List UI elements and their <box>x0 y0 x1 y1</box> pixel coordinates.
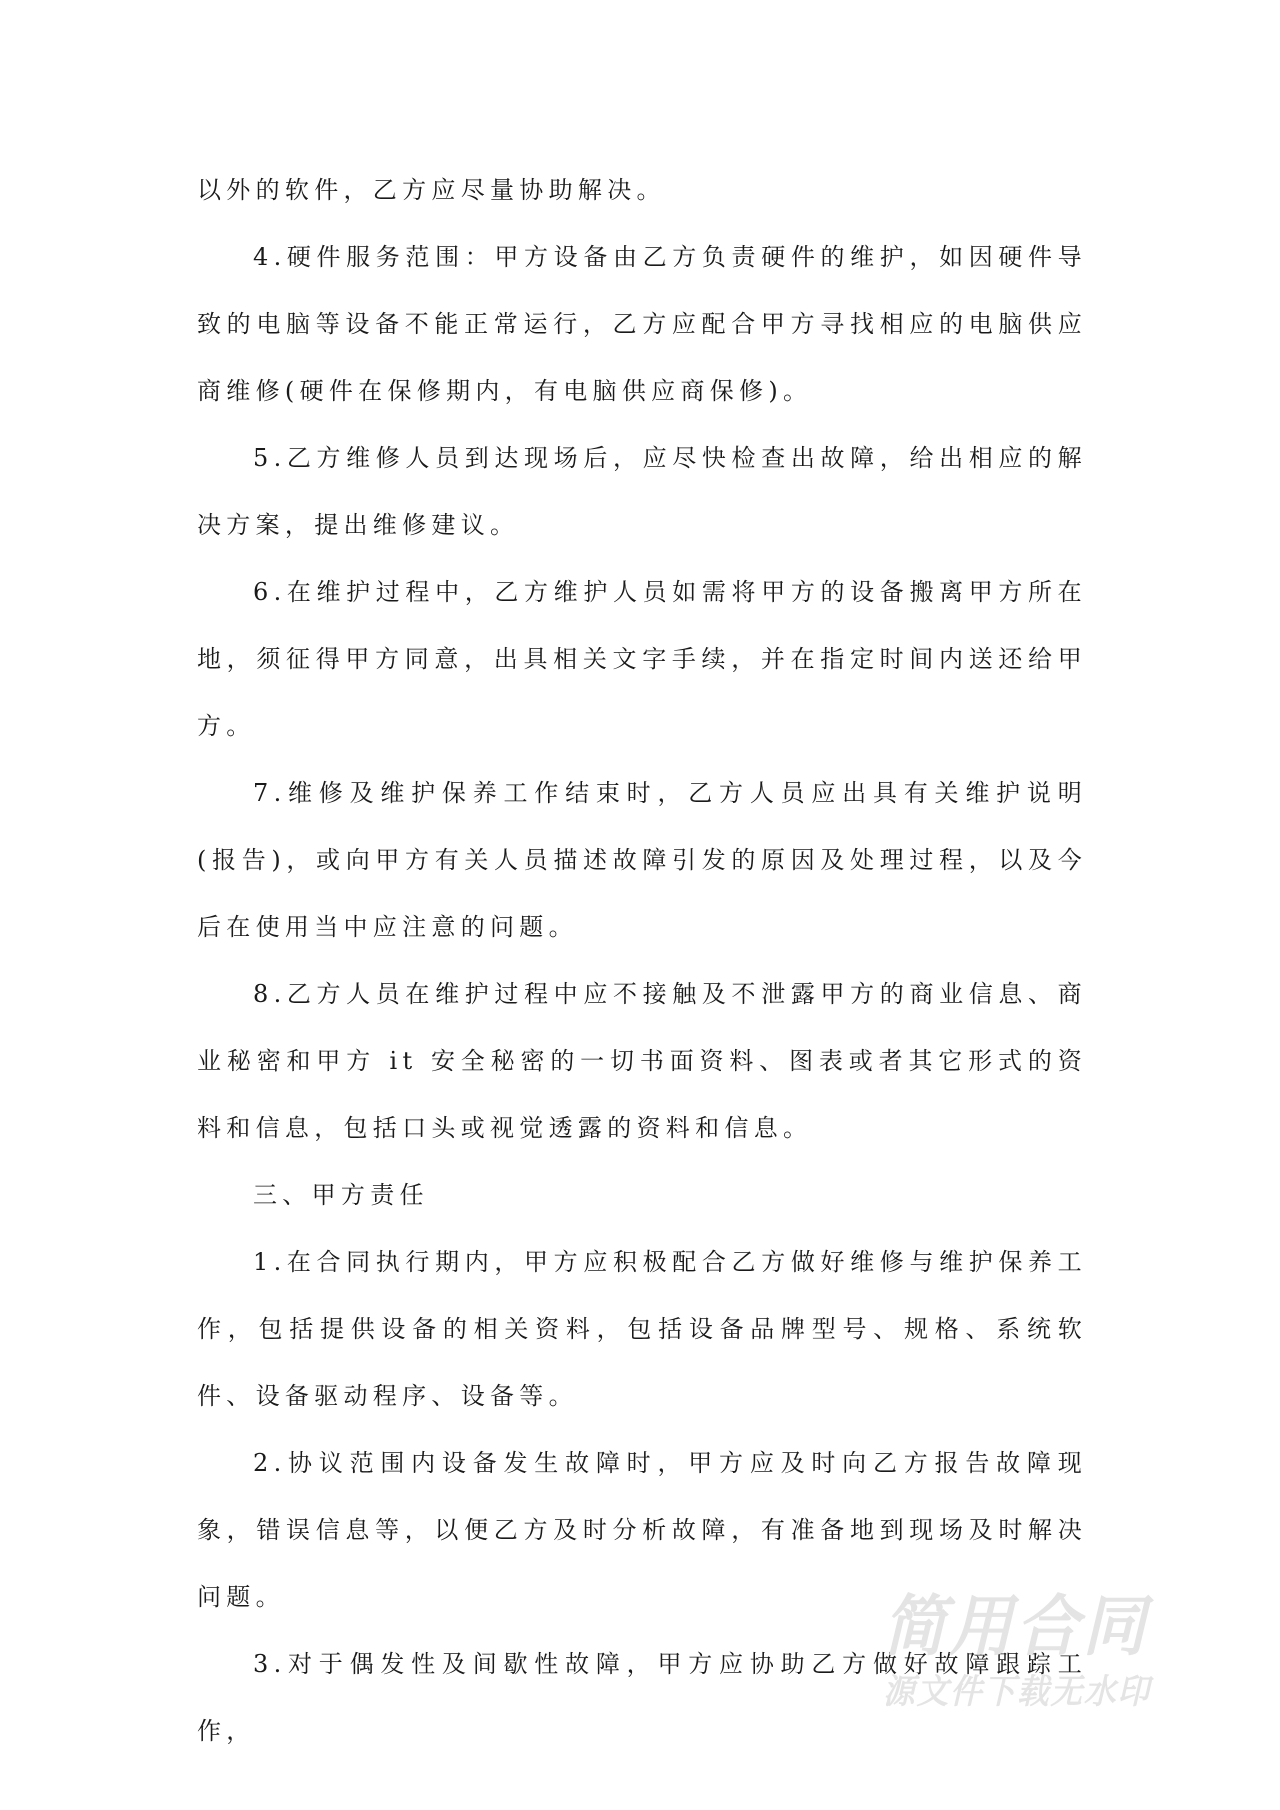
document-page <box>197 157 1087 1765</box>
section-heading-party-a-responsibilities: 三、甲方责任 <box>253 1181 429 1209</box>
paragraph-clause-6-equipment-removal: 6.在维护过程中，乙方维护人员如需将甲方的设备搬离甲方所在地，须征得甲方同意，出具相关文字手续，并在指定时间内送还给甲方。 <box>197 578 1087 740</box>
paragraph-clause-7-maintenance-report: 7.维修及维护保养工作结束时，乙方人员应出具有关维护说明(报告)，或向甲方有关人员描述故障引发的原因及处理过程，以及今后在使用当中应注意的问题。 <box>197 779 1087 941</box>
watermark-subtitle-text: 源文件下载无水印 <box>883 1672 1151 1712</box>
paragraph-clause-4-hardware-scope: 4.硬件服务范围：甲方设备由乙方负责硬件的维护，如因硬件导致的电脑等设备不能正常运行，乙方应配合甲方寻找相应的电脑供应商维修(硬件在保修期内，有电脑供应商保修)。 <box>197 243 1087 405</box>
paragraph-continuation: 以外的软件，乙方应尽量协助解决。 <box>197 176 666 204</box>
paragraph-party-a-clause-3: 3.对于偶发性及间歇性故障，甲方应协助乙方做好故障跟踪工作， <box>197 1650 1087 1745</box>
watermark-brand-text: 简用合同 <box>883 1588 1149 1665</box>
paragraph-clause-5-onsite-repair: 5.乙方维修人员到达现场后，应尽快检查出故障，给出相应的解决方案，提出维修建议。 <box>197 444 1087 539</box>
paragraph-party-a-clause-1: 1.在合同执行期内，甲方应积极配合乙方做好维修与维护保养工作，包括提供设备的相关资料，包括设备品牌型号、规格、系统软件、设备驱动程序、设备等。 <box>197 1248 1087 1410</box>
paragraph-clause-8-confidentiality: 8.乙方人员在维护过程中应不接触及不泄露甲方的商业信息、商业秘密和甲方 it 安全秘密的一切书面资料、图表或者其它形式的资料和信息，包括口头或视觉透露的资料和信息。 <box>197 980 1087 1142</box>
paragraph-party-a-clause-2: 2.协议范围内设备发生故障时，甲方应及时向乙方报告故障现象，错误信息等，以便乙方及时分析故障，有准备地到现场及时解决问题。 <box>197 1449 1087 1611</box>
